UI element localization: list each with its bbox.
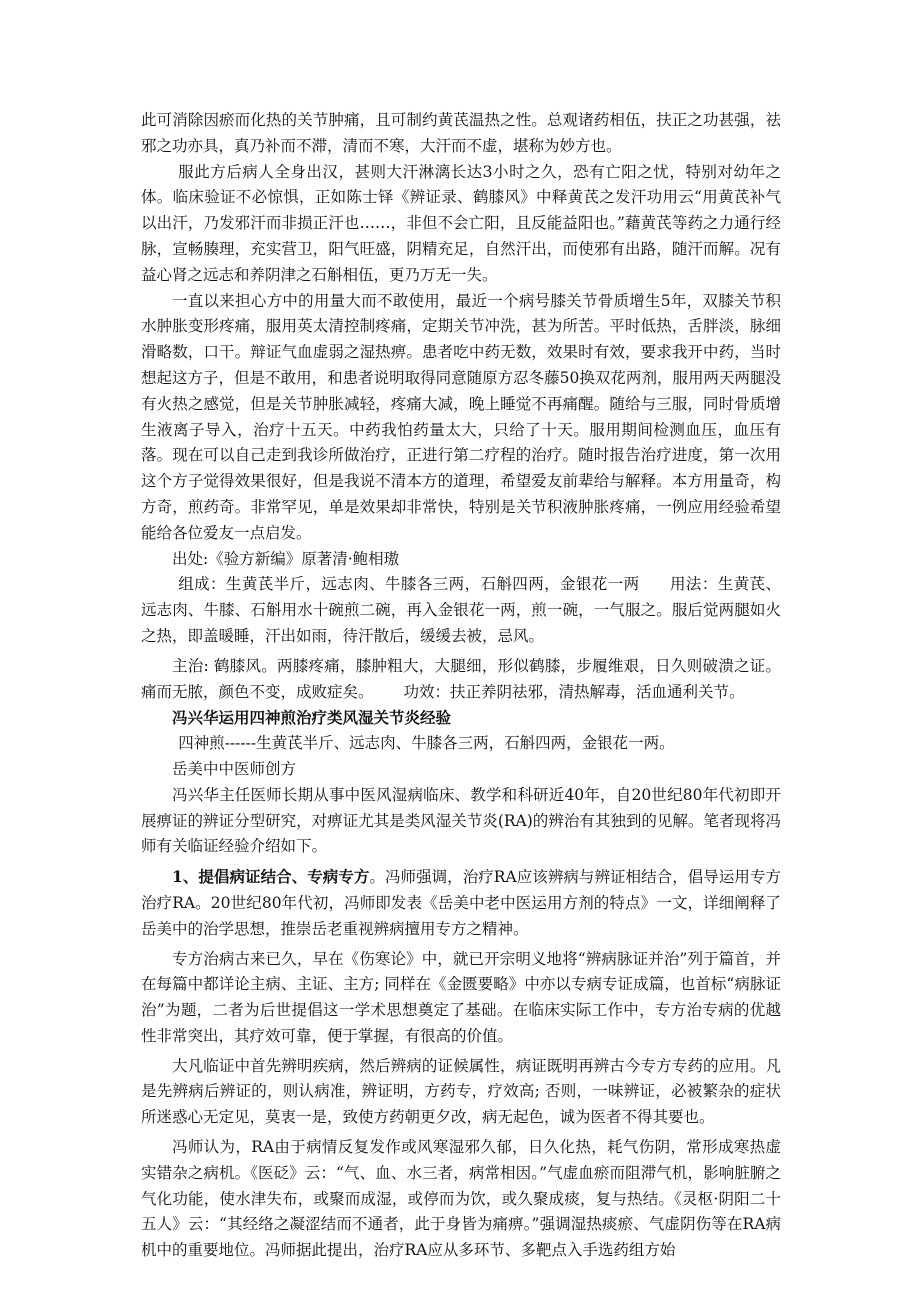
- paragraph-source: 出处:《验方新编》原著清·鲍相璈: [172, 549, 400, 568]
- paragraph-four-gods-decoction: 四神煎------生黄芪半斤、远志肉、牛膝各三两，石斛四两，金银花一两。: [178, 734, 675, 753]
- paragraph-diagnosis-order: 大凡临证中首先辨明疾病，然后辨病的证候属性，病证既明再辨古今专方专药的应用。凡是先辨病后辨证的，则认病准，辨证明，方药专，疗效高; 否则，一味辨证，必被繁杂的症状所迷惑心无定见，莫衷一是，致使方药朝更夕改，病无起色，诚为医者不得其要也。: [141, 1056, 781, 1127]
- point-one-text: 。冯师强调，治疗RA应该辨病与辨证相结合，倡导运用专方治疗RA。20世纪80年代初，冯师即发表《岳美中老中医运用方剂的特点》一文，详细阐释了岳美中的治学思想，推崇岳老重视辨病擅用专方之精神。: [141, 868, 781, 938]
- paragraph-formula-analysis: 此可消除因瘀而化热的关节肿痛，且可制约黄芪温热之性。总观诸药相伍，扶正之功甚强，祛邪之功亦具，真乃补而不滞，清而不寒，大汗而不虚，堪称为妙方也。: [141, 111, 781, 155]
- document-body: [141, 108, 781, 1264]
- paragraph-introduction: 冯兴华主任医师长期从事中医风湿病临床、教学和科研近40年，自20世纪80年代初即开展痹证的辨证分型研究，对痹证尤其是类风湿关节炎(RA)的辨治有其独到的见解。笔者现将冯师有关临证经验介绍如下。: [141, 785, 781, 856]
- indication-text: 主治: 鹤膝风。两膝疼痛，膝肿粗大，大腿细，形似鹤膝，步履维艰，日久则破溃之证。痛而无脓，颜色不变，成败症矣。: [141, 656, 781, 701]
- usage-text: 用法：生黄芪、远志肉、牛膝、石斛用水十碗煎二碗，再入金银花一两，煎一碗，一气服之。服后觉两腿如火之热，即盖暖睡，汗出如雨，待汗散后，缓缓去被，忌风。: [141, 575, 781, 645]
- paragraph-sweating-effect: 服此方后病人全身出汉，甚则大汗淋漓长达3小时之久，恐有亡阳之忧，特别对幼年之体。临床验证不必惊惧，正如陈士铎《辨证录、鹤膝风》中释黄芪之发汗功用云“用黄芪补气以出汗，乃发邪汗而非损正汗也……，非但不会亡阳，且反能益阳也。”藉黄芪等药之力通行经脉，宣畅腠理，充实营卫，阳气旺盛，阴精充足，自然汗出，而使邪有出路，随汗而解。况有益心肾之远志和养阴津之石斛相伍，更乃万无一失。: [141, 162, 781, 284]
- composition-text: 组成：生黄芪半斤，远志肉、牛膝各三两，石斛四两，金银花一两: [178, 575, 640, 594]
- effect-text: 功效：扶正养阴祛邪，清热解毒，活血通利关节。: [403, 682, 745, 701]
- section-heading: 冯兴华运用四神煎治疗类风湿关节炎经验: [172, 708, 452, 728]
- paragraph-creator: 岳美中中医师创方: [172, 759, 297, 778]
- paragraph-indication-effect: [141, 654, 781, 706]
- paragraph-specific-formula: 专方治病古来已久，早在《伤寒论》中，就已开宗明义地将“辨病脉证并治”列于篇首，并在每篇中都详论主病、主证、主方; 同样在《金匮要略》中亦以专病专证成篇，也首标“病脉证治”为题，二者为后世提倡这一学术思想奠定了基础。在临床实际工作中，专方治专病的优越性非常突出，其疗效可靠，便于掌握，有很高的价值。: [141, 949, 781, 1045]
- paragraph-point-one: [141, 864, 781, 942]
- paragraph-case-report: 一直以来担心方中的用量大而不敢使用，最近一个病号膝关节骨质增生5年，双膝关节积水肿胀变形疼痛，服用英太清控制疼痛，定期关节冲洗，甚为所苦。平时低热，舌胖淡，脉细滑略数，口干。辩证气血虚弱之湿热痹。患者吃中药无数，效果时有效，要求我开中药，当时想起这方子，但是不敢用，和患者说明取得同意随原方忍冬藤50换双花两剂，服用两天两腿没有火热之感觉，但是关节肿胀减轻，疼痛大减，晚上睡觉不再痛醒。随给与三服，同时骨质增生液离子导入，治疗十五天。中药我怕药量太大，只给了十天。服用期间检测血压，血压有落。现在可以自己走到我诊所做治疗，正进行第二疗程的治疗。随时报告治疗进度，第一次用这个方子觉得效果很好，但是我说不清本方的道理，希望爱友前辈给与解释。本方用量奇，构方奇，煎药奇。非常罕见，单是效果却非常快，特别是关节积液肿胀疼痛，一例应用经验希望能给各位爱友一点启发。: [141, 291, 781, 542]
- paragraph-composition-usage: [141, 572, 781, 649]
- point-one-heading: 1、提倡病证结合、专病专方: [172, 867, 370, 887]
- paragraph-pathogenesis: 冯师认为，RA由于病情反复发作或风寒湿邪久郁，日久化热，耗气伤阴，常形成寒热虚实错杂之病机。《医砭》云：“气、血、水三者，病常相因。”气虚血瘀而阻滞气机，影响脏腑之气化功能，使水津失布，或聚而成湿，或停而为饮，或久聚成痰，复与热结。《灵枢·阴阳二十五人》云：“其经络之凝涩结而不通者，此于身皆为痛痹。”强调湿热痰瘀、气虚阴伤等在RA病机中的重要地位。冯师据此提出，治疗RA应从多环节、多靶点入手选药组方始: [141, 1138, 781, 1260]
